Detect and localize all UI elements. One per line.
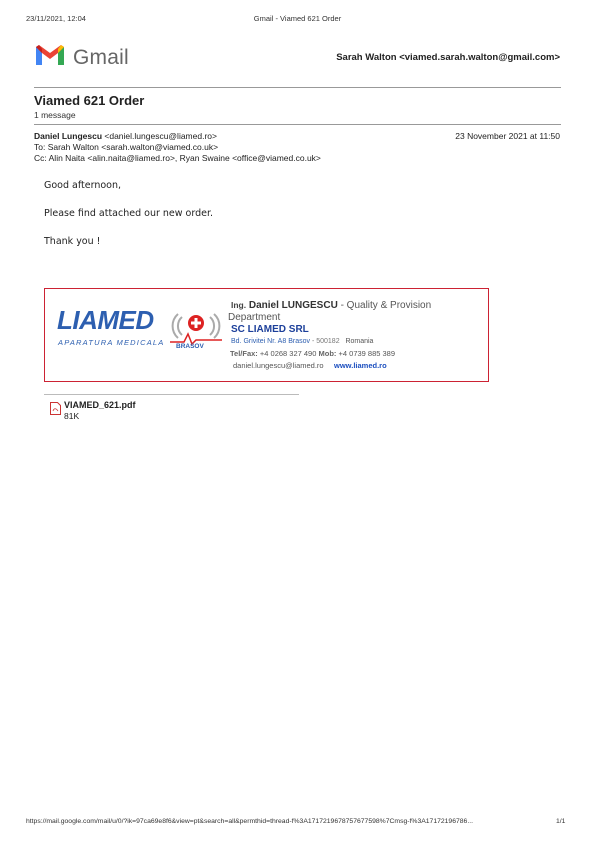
liamed-logo-text: LIAMED xyxy=(57,305,154,335)
message-from xyxy=(34,131,217,141)
telfax-label: Tel/Fax: xyxy=(230,349,258,358)
body-text: Please find attached our new order. xyxy=(44,208,214,219)
signature-address xyxy=(231,338,373,345)
thread-subject: Viamed 621 Order xyxy=(34,93,145,108)
signature-website[interactable]: www.liamed.ro xyxy=(334,361,387,370)
signature-name-line xyxy=(231,300,431,311)
signature-company: SC LIAMED SRL xyxy=(231,324,309,335)
address-street: Bd. Grivitei Nr. A8 xyxy=(231,338,287,345)
gmail-wordmark: Gmail xyxy=(73,46,129,69)
signature-role: - Quality & Provision xyxy=(340,300,432,311)
attachment-divider xyxy=(44,394,299,395)
signature-name: Daniel LUNGESCU xyxy=(248,300,338,311)
account-label: Sarah Walton <viamed.sarah.walton@gmail.com> xyxy=(336,52,560,63)
signature-email[interactable]: daniel.lungescu@liamed.ro xyxy=(233,361,324,370)
sender-email[interactable]: <daniel.lungescu@liamed.ro> xyxy=(104,131,217,141)
sender-name: Daniel Lungescu xyxy=(34,131,103,141)
pdf-file-icon[interactable] xyxy=(50,402,61,415)
signature-phones xyxy=(230,349,395,358)
thread-divider xyxy=(34,124,561,125)
message-date: 23 November 2021 at 11:50 xyxy=(455,131,560,141)
address-country: Romania xyxy=(345,338,374,345)
attachment-name[interactable]: VIAMED_621.pdf xyxy=(64,400,136,410)
signature-contacts xyxy=(233,361,387,370)
address-city: Brasov xyxy=(288,338,310,345)
mob-label: Mob: xyxy=(318,349,337,358)
address-postcode: - 500182 xyxy=(311,338,340,345)
message-to: To: Sarah Walton <sarah.walton@viamed.co.uk> xyxy=(34,142,219,152)
signature-department: Department xyxy=(228,312,281,323)
body-greeting: Good afternoon, xyxy=(44,180,122,191)
attachment-size: 81K xyxy=(64,411,80,421)
header-divider xyxy=(34,87,561,88)
liamed-logo-city: BRASOV xyxy=(176,343,204,350)
liamed-cross-icon xyxy=(170,306,222,346)
print-datetime: 23/11/2021, 12:04 xyxy=(26,14,86,23)
signature-title-prefix: Ing. xyxy=(231,300,247,310)
gmail-logo-icon xyxy=(34,43,66,67)
print-footer-page: 1/1 xyxy=(556,818,566,825)
print-footer-url: https://mail.google.com/mail/u/0/?ik=97ca69e8f6&view=pt&search=all&permthid=thread-f%3A1717219678757677598%7Cmsg-f%3A17172196786... xyxy=(26,818,474,825)
liamed-logo-subtitle: APARATURA MEDICALA xyxy=(58,338,165,347)
message-cc: Cc: Alin Naita <alin.naita@liamed.ro>, Ryan Swaine <office@viamed.co.uk> xyxy=(34,153,321,163)
print-page-title: Gmail - Viamed 621 Order xyxy=(253,14,342,23)
message-count: 1 message xyxy=(34,110,76,120)
telfax-value: +4 0268 327 490 xyxy=(259,349,317,358)
body-closing: Thank you ! xyxy=(44,236,101,247)
mob-value: +4 0739 885 389 xyxy=(338,349,396,358)
